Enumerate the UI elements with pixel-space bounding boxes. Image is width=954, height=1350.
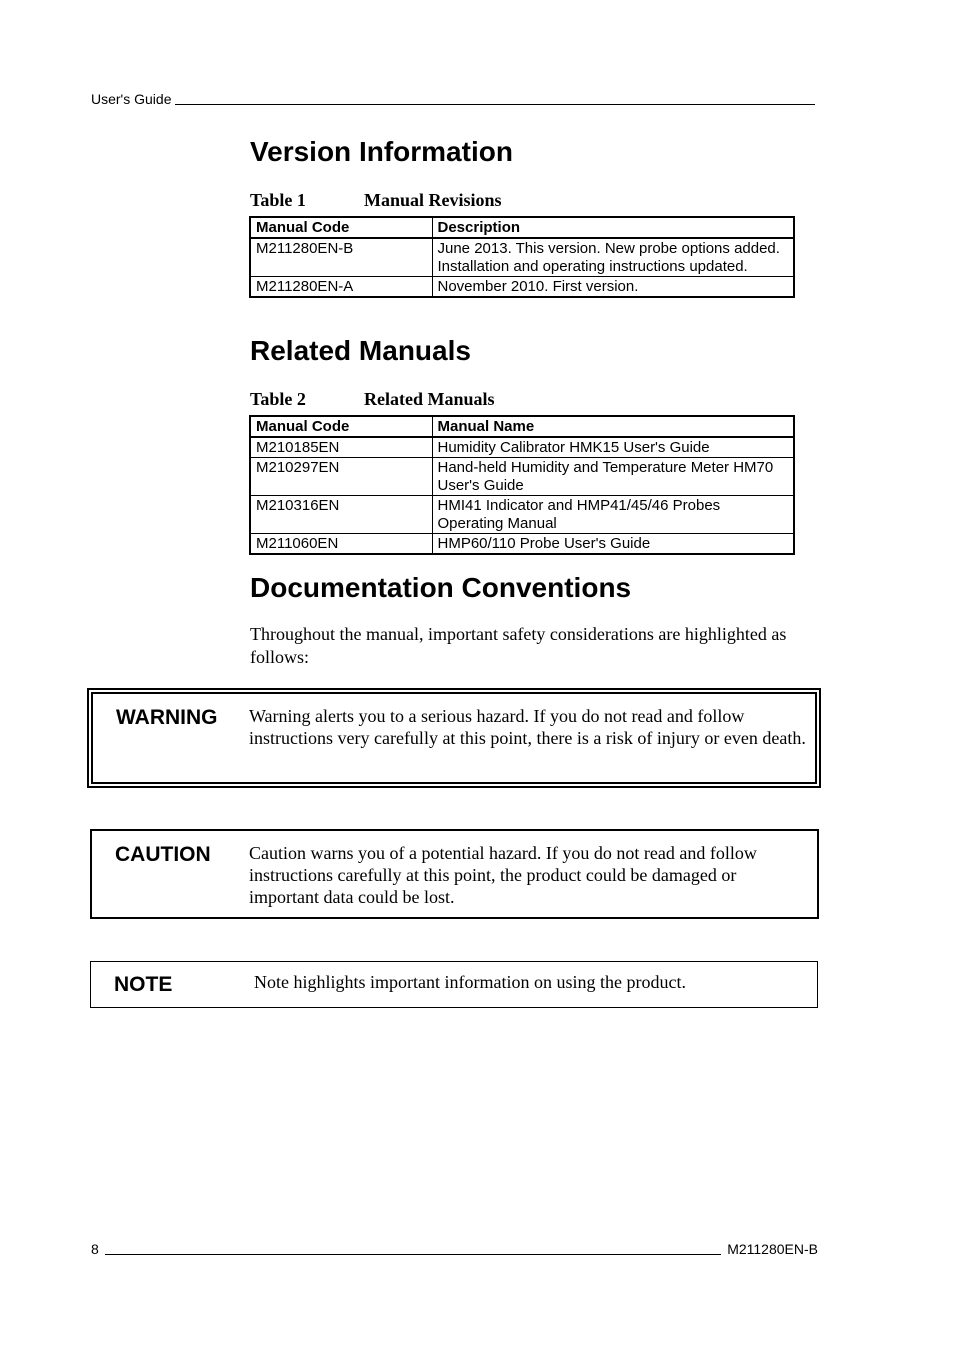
table-1-caption-number: Table 1 — [250, 190, 306, 210]
warning-label: WARNING — [116, 706, 218, 729]
column-header: Description — [432, 217, 794, 238]
column-header: Manual Code — [250, 416, 432, 437]
table-row — [250, 437, 794, 458]
manual-code-cell: M210185EN — [250, 437, 432, 458]
column-header: Manual Code — [250, 217, 432, 238]
table-row — [250, 496, 794, 534]
warning-text: Warning alerts you to a serious hazard. If you do not read and follow instructions very carefully at this point, there is a risk of injury or even death. — [249, 706, 806, 748]
table-row — [250, 458, 794, 496]
warning-notice — [87, 688, 821, 788]
description-cell: November 2010. First version. — [432, 277, 794, 298]
related-manuals-heading: Related Manuals — [250, 335, 471, 366]
manual-revisions-table — [249, 216, 795, 298]
note-notice — [90, 961, 818, 1008]
table-2-caption-number: Table 2 — [250, 389, 306, 409]
document-code: M211280EN-B — [727, 1241, 818, 1257]
running-header-title: User's Guide — [91, 91, 172, 107]
running-header — [91, 90, 815, 108]
table-header-row — [250, 217, 794, 238]
table-2-caption-title: Related Manuals — [364, 389, 495, 409]
manual-name-cell: Humidity Calibrator HMK15 User's Guide — [432, 437, 794, 458]
description-cell: June 2013. This version. New probe options added. Installation and operating instructions updated. — [432, 238, 794, 277]
table-1-caption — [250, 189, 502, 211]
caution-label: CAUTION — [115, 843, 211, 866]
manual-code-cell: M210297EN — [250, 458, 432, 496]
manual-code-cell: M211280EN-A — [250, 277, 432, 298]
manual-code-cell: M211280EN-B — [250, 238, 432, 277]
manual-code-cell: M211060EN — [250, 534, 432, 555]
table-1-caption-title: Manual Revisions — [364, 190, 502, 210]
manual-name-cell: HMP60/110 Probe User's Guide — [432, 534, 794, 555]
running-header-rule — [175, 104, 815, 105]
running-footer — [91, 1240, 818, 1258]
table-row — [250, 277, 794, 298]
manual-name-cell: Hand-held Humidity and Temperature Meter HM70 User's Guide — [432, 458, 794, 496]
related-manuals-table — [249, 415, 795, 555]
note-text: Note highlights important information on using the product. — [254, 972, 686, 992]
version-information-heading: Version Information — [250, 136, 513, 167]
page-number: 8 — [91, 1241, 99, 1257]
column-header: Manual Name — [432, 416, 794, 437]
table-row — [250, 534, 794, 555]
caution-notice — [90, 829, 819, 919]
documentation-conventions-heading: Documentation Conventions — [250, 572, 632, 603]
manual-name-cell: HMI41 Indicator and HMP41/45/46 Probes Operating Manual — [432, 496, 794, 534]
running-footer-rule — [105, 1254, 721, 1255]
table-row — [250, 238, 794, 277]
caution-text: Caution warns you of a potential hazard. If you do not read and follow instructions carefully at this point, the product could be damaged or important data could be lost. — [249, 843, 757, 907]
conventions-intro-paragraph: Throughout the manual, important safety considerations are highlighted as follows: — [250, 624, 787, 667]
note-label: NOTE — [114, 973, 173, 996]
manual-code-cell: M210316EN — [250, 496, 432, 534]
table-header-row — [250, 416, 794, 437]
table-2-caption — [250, 388, 495, 410]
